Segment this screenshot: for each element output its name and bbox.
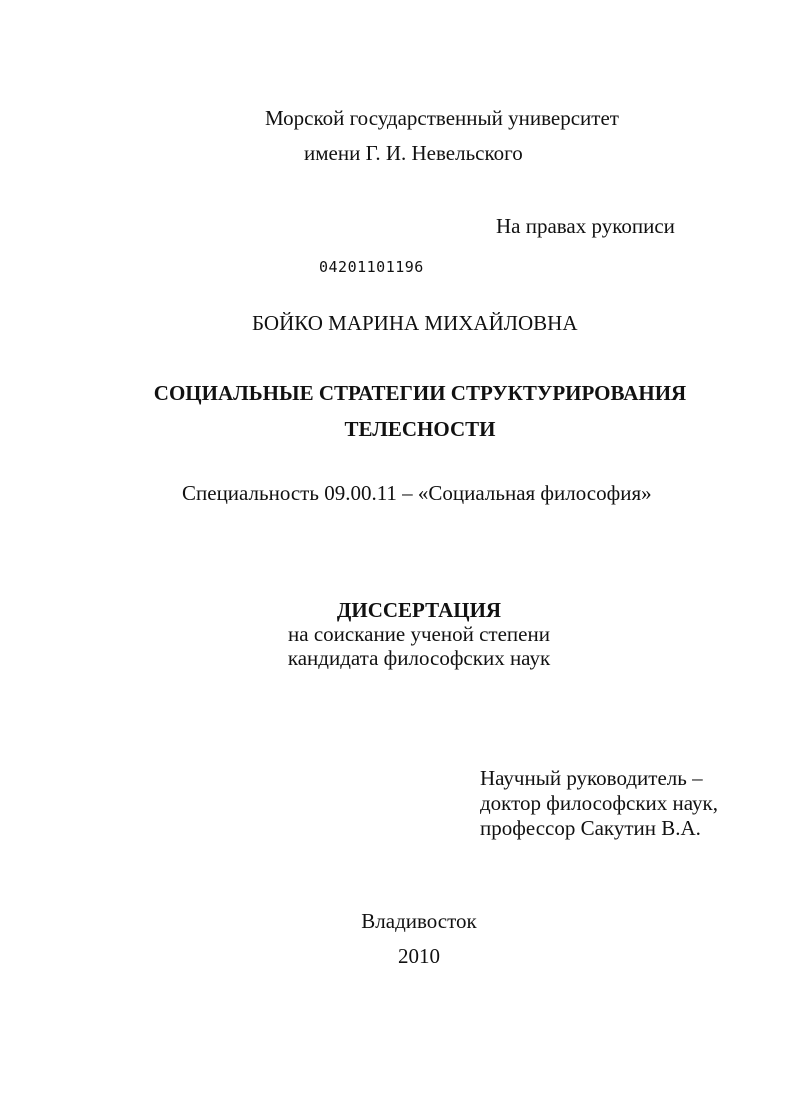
- manuscript-rights-label: На правах рукописи: [496, 214, 675, 238]
- university-named-after: имени Г. И. Невельского: [304, 141, 523, 165]
- registration-number-stamp: 04201101196: [319, 258, 424, 276]
- year: 2010: [398, 944, 440, 968]
- dissertation-title-line2: ТЕЛЕСНОСТИ: [344, 417, 496, 441]
- dissertation-title-line1: СОЦИАЛЬНЫЕ СТРАТЕГИИ СТРУКТУРИРОВАНИЯ: [153, 381, 687, 405]
- university-name: Морской государственный университет: [265, 106, 619, 130]
- supervisor-label: Научный руководитель –: [480, 766, 703, 790]
- specialty-line: Специальность 09.00.11 – «Социальная философия»: [182, 481, 652, 505]
- degree-line1: на соискание ученой степени: [288, 622, 550, 646]
- city: Владивосток: [361, 909, 477, 933]
- supervisor-name: профессор Сакутин В.А.: [480, 816, 701, 840]
- supervisor-degree: доктор философских наук,: [480, 791, 718, 815]
- dissertation-heading: ДИССЕРТАЦИЯ: [336, 598, 502, 622]
- degree-line2: кандидата философских наук: [287, 646, 551, 670]
- author-name: БОЙКО МАРИНА МИХАЙЛОВНА: [252, 311, 578, 335]
